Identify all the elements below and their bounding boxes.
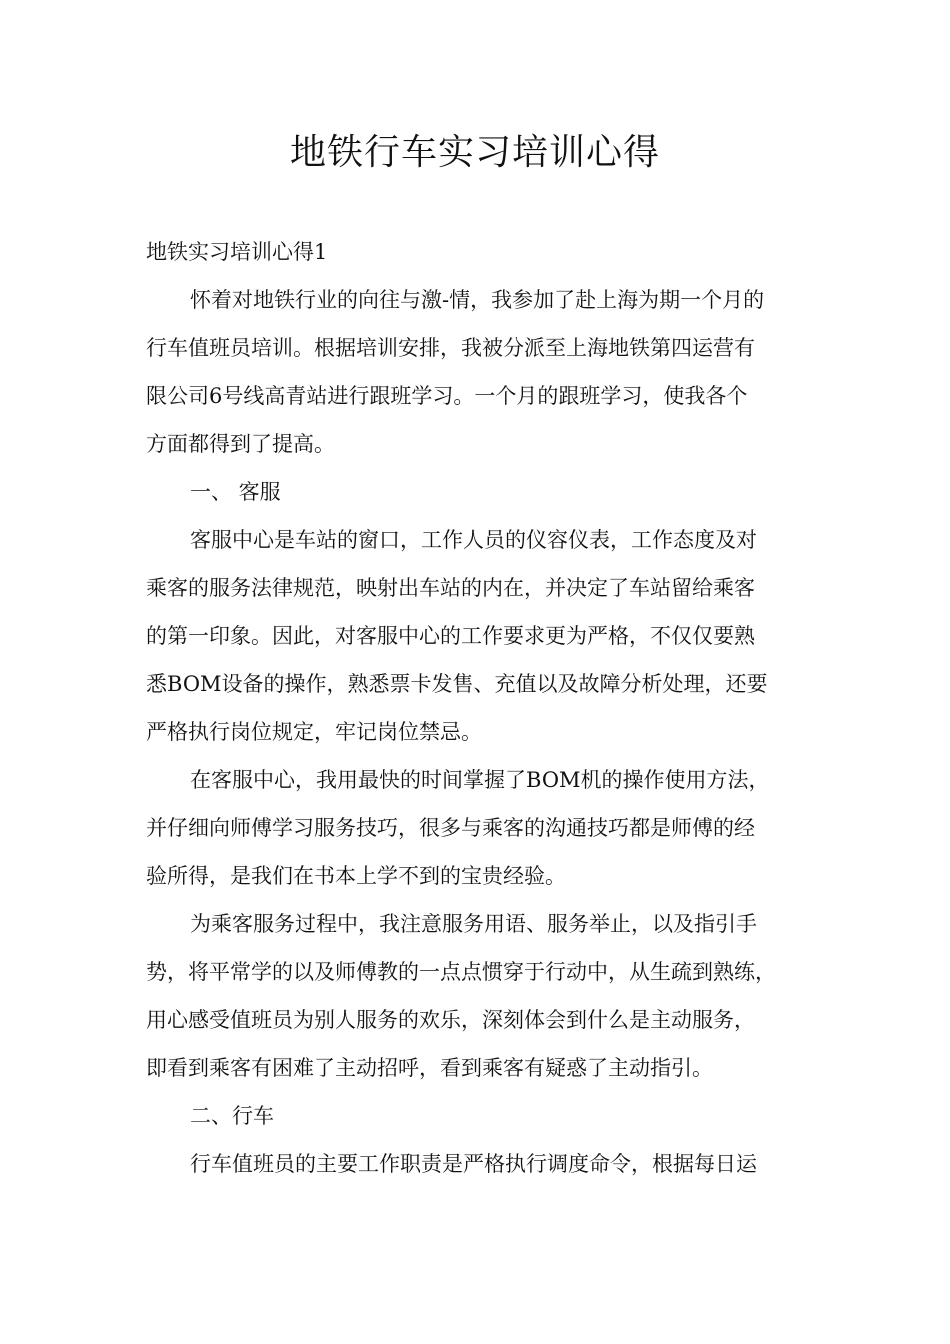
document-subtitle: 地铁实习培训心得1 [146, 240, 328, 264]
body-line: 方面都得到了提高。 [146, 432, 335, 456]
body-line: 行车值班员培训。根据培训安排，我被分派至上海地铁第四运营有 [146, 336, 755, 360]
body-line: 严格执行岗位规定，牢记岗位禁忌。 [146, 720, 482, 744]
body-line: 一、 客服 [190, 480, 281, 504]
body-line: 怀着对地铁行业的向往与激-情，我参加了赴上海为期一个月的 [190, 288, 765, 312]
body-line: 的第一印象。因此，对客服中心的工作要求更为严格，不仅仅要熟 [146, 624, 755, 648]
document-body [146, 228, 818, 1188]
body-line: 乘客的服务法律规范，映射出车站的内在，并决定了车站留给乘客 [146, 576, 755, 600]
body-line: 为乘客服务过程中，我注意服务用语、服务举止，以及指引手 [190, 912, 757, 936]
body-line: 用心感受值班员为别人服务的欢乐，深刻体会到什么是主动服务， [146, 1008, 755, 1032]
body-line: 势，将平常学的以及师傅教的一点点惯穿于行动中，从生疏到熟练， [146, 960, 776, 984]
body-line: 客服中心是车站的窗口，工作人员的仪容仪表，工作态度及对 [190, 528, 757, 552]
body-line: 限公司6号线高青站进行跟班学习。一个月的跟班学习，使我各个 [146, 384, 748, 408]
body-line: 行车值班员的主要工作职责是严格执行调度命令，根据每日运 [190, 1152, 757, 1176]
body-line: 验所得，是我们在书本上学不到的宝贵经验。 [146, 864, 566, 888]
body-line: 即看到乘客有困难了主动招呼，看到乘客有疑惑了主动指引。 [146, 1056, 713, 1080]
body-line: 悉BOM设备的操作，熟悉票卡发售、充值以及故障分析处理，还要 [146, 672, 768, 696]
body-line: 并仔细向师傅学习服务技巧，很多与乘客的沟通技巧都是师傅的经 [146, 816, 755, 840]
body-line: 在客服中心，我用最快的时间掌握了BOM机的操作使用方法， [190, 768, 770, 792]
body-line: 二、行车 [190, 1104, 274, 1128]
document-title: 地铁行车实习培训心得 [289, 132, 660, 173]
